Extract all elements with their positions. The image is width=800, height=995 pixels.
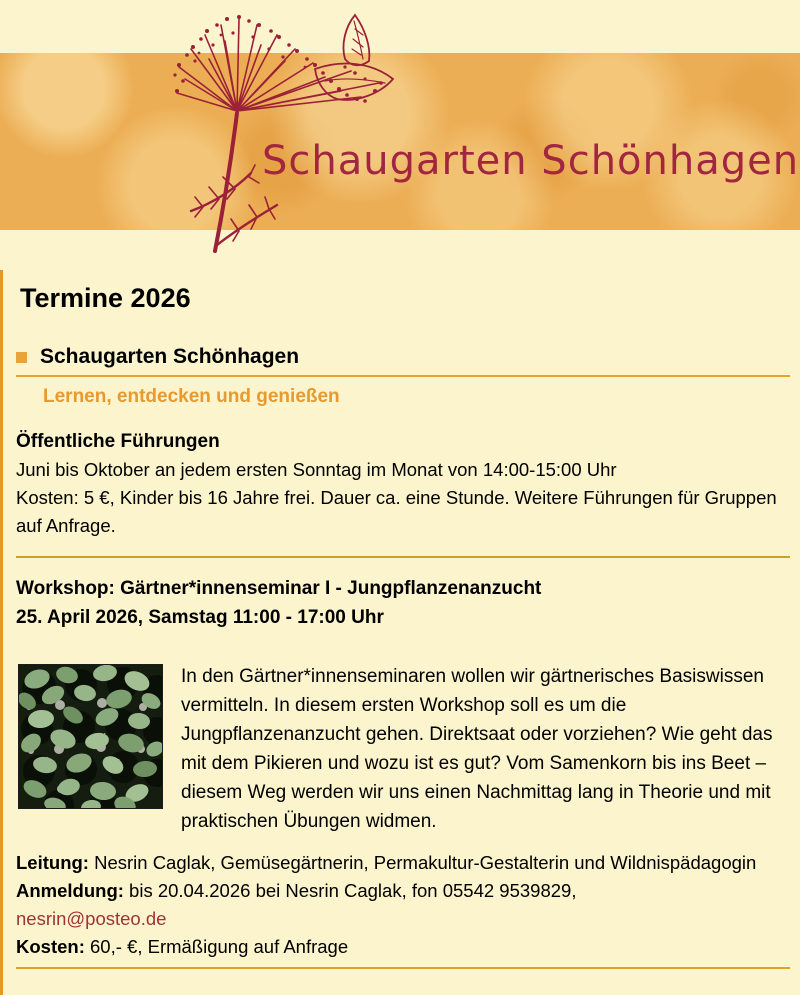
kosten-label: Kosten: [16,936,85,957]
workshop-details [16,836,790,961]
anmeldung-text: bis 20.04.2026 bei Nesrin Caglak, fon 05542 9539829, [123,880,577,901]
leitung-line [16,849,790,877]
bottom-divider [16,967,790,969]
email-link[interactable]: nesrin@posteo.de [16,908,167,929]
tours-schedule-line: Juni bis Oktober an jedem ersten Sonntag im Monat von 14:00-15:00 Uhr [16,459,617,480]
workshop-title-block [16,574,790,632]
public-tours-text [16,456,790,540]
tours-cost-line: Kosten: 5 €, Kinder bis 16 Jahre frei. Dauer ca. eine Stunde. Weitere Führungen für Gruppen auf Anfrage. [16,487,777,536]
leitung-text: Nesrin Caglak, Gemüsegärtnerin, Permakultur-Gestalterin und Wildnispädagogin [88,852,757,873]
section-heading: Schaugarten Schönhagen [40,345,300,368]
section-header [16,345,790,377]
workshop-description: In den Gärtner*innenseminaren wollen wir gärtnerisches Basiswissen vermitteln. In diesem ersten Workshop soll es um die Jungpflanzenanzucht gehen. Direktsaat oder vorziehen? Wie geht das mit dem Pikieren und wozu ist es gut? Vom Samenkorn bis ins Beet – diesem Weg werden wir uns einen Nachmittag lang in Theorie und mit praktischen Übungen widmen. [181,666,773,832]
umbel-flower-illustration [165,5,405,255]
seedlings-photo [18,664,163,809]
content-area [0,270,800,995]
public-tours-heading: Öffentliche Führungen [16,431,220,452]
section-divider [16,556,790,558]
workshop-body [16,662,790,836]
anmeldung-label: Anmeldung: [16,880,124,901]
workshop-date: 25. April 2026, Samstag 11:00 - 17:00 Uhr [16,607,384,628]
orange-square-bullet-icon [16,352,27,363]
kosten-text: 60,- €, Ermäßigung auf Anfrage [84,936,349,957]
anmeldung-line [16,877,790,905]
kosten-line [16,933,790,961]
workshop-title: Workshop: Gärtner*innenseminar I - Jungpflanzenanzucht [16,578,542,599]
public-tours-block [16,430,790,540]
leitung-label: Leitung: [16,852,89,873]
page-header [0,0,800,230]
page-title: Termine 2026 [20,283,191,313]
section-subheading: Lernen, entdecken und genießen [43,386,340,407]
site-title: Schaugarten Schönhagen [262,138,800,184]
